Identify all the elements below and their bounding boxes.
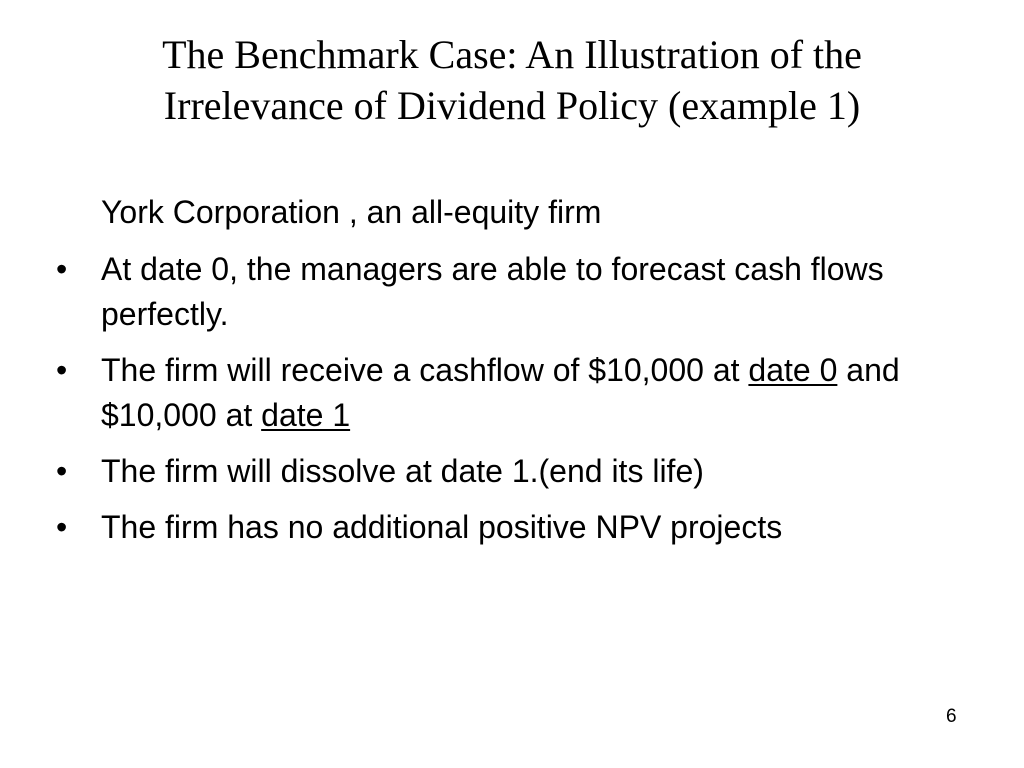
bullet-list xyxy=(56,247,976,550)
bullet-text-part: The firm will receive a cashflow of $10,000 at xyxy=(101,352,749,388)
bullet-forecast xyxy=(56,247,976,337)
slide-title-line-2: Irrelevance of Dividend Policy (example 1) xyxy=(163,83,861,128)
bullet-text: The firm will dissolve at date 1.(end its life) xyxy=(101,453,704,489)
bullet-npv xyxy=(56,505,976,550)
bullet-dissolve xyxy=(56,449,976,494)
slide-body xyxy=(56,190,976,561)
bullet-cashflow xyxy=(56,348,976,438)
bullet-dot-icon: • xyxy=(56,453,68,489)
bullet-dot-icon: • xyxy=(56,251,68,287)
intro-text: York Corporation , an all-equity firm xyxy=(101,194,602,230)
bullet-text-part: and $10,000 at xyxy=(101,352,900,433)
bullet-dot-icon: • xyxy=(56,509,68,545)
date-0-link[interactable]: date 0 xyxy=(748,352,838,388)
slide-title-line-1: The Benchmark Case: An Illustration of the xyxy=(162,32,862,77)
bullet-text: At date 0, the managers are able to forecast cash flows perfectly. xyxy=(101,251,884,332)
page-number: 6 xyxy=(946,706,957,727)
slide-title xyxy=(20,29,1004,131)
bullet-text: The firm has no additional positive NPV projects xyxy=(101,509,783,545)
bullet-dot-icon: • xyxy=(56,352,68,388)
date-1-link[interactable]: date 1 xyxy=(261,397,351,433)
